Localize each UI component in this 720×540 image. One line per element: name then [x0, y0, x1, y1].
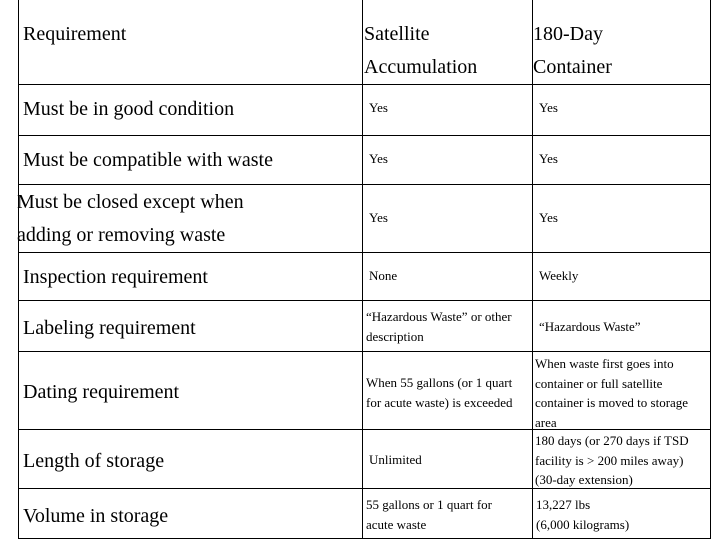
- table-row: [19, 429, 710, 488]
- satellite-cell: Unlimited: [369, 452, 422, 467]
- container-cell: “Hazardous Waste”: [539, 319, 641, 334]
- requirement-cell: Dating requirement: [23, 381, 180, 403]
- table-row: [19, 351, 710, 429]
- header-requirement: Requirement: [23, 23, 127, 45]
- satellite-cell: None: [369, 268, 398, 283]
- requirements-table: [18, 0, 711, 539]
- header-180-day-container: 180-Day Container: [533, 23, 612, 78]
- header-satellite-accumulation: Satellite Accumulation: [364, 23, 478, 78]
- table-row: [19, 135, 710, 184]
- requirement-cell: Must be compatible with waste: [23, 149, 273, 171]
- container-cell: Yes: [539, 151, 558, 166]
- requirement-cell: Must be in good condition: [23, 98, 235, 120]
- container-cell: 180 days (or 270 days if TSD facility is > 200 miles away) (30-day extension): [535, 433, 689, 487]
- satellite-cell: Yes: [369, 100, 388, 115]
- table-row: [19, 184, 710, 252]
- table-row: [19, 300, 710, 351]
- requirement-cell: Length of storage: [23, 450, 165, 472]
- container-cell: When waste first goes into container or full satellite container is moved to storage area: [535, 356, 689, 430]
- satellite-cell: Yes: [369, 151, 388, 166]
- satellite-cell: When 55 gallons (or 1 quart for acute waste) is exceeded: [366, 375, 513, 410]
- satellite-cell: Yes: [369, 210, 388, 225]
- container-cell: 13,227 lbs (6,000 kilograms): [536, 497, 630, 532]
- table-row: [19, 252, 710, 300]
- requirement-cell: Must be closed except when adding or removing waste: [17, 191, 244, 246]
- container-cell: Yes: [539, 100, 558, 115]
- table-row: [19, 84, 710, 135]
- container-cell: Yes: [539, 210, 558, 225]
- table-row: [19, 488, 710, 539]
- requirement-cell: Volume in storage: [23, 505, 169, 527]
- satellite-cell: “Hazardous Waste” or other description: [366, 309, 512, 344]
- requirement-cell: Inspection requirement: [23, 266, 208, 288]
- container-cell: Weekly: [539, 268, 579, 283]
- requirement-cell: Labeling requirement: [23, 317, 196, 339]
- satellite-cell: 55 gallons or 1 quart for acute waste: [366, 497, 493, 532]
- header-row: [19, 18, 710, 80]
